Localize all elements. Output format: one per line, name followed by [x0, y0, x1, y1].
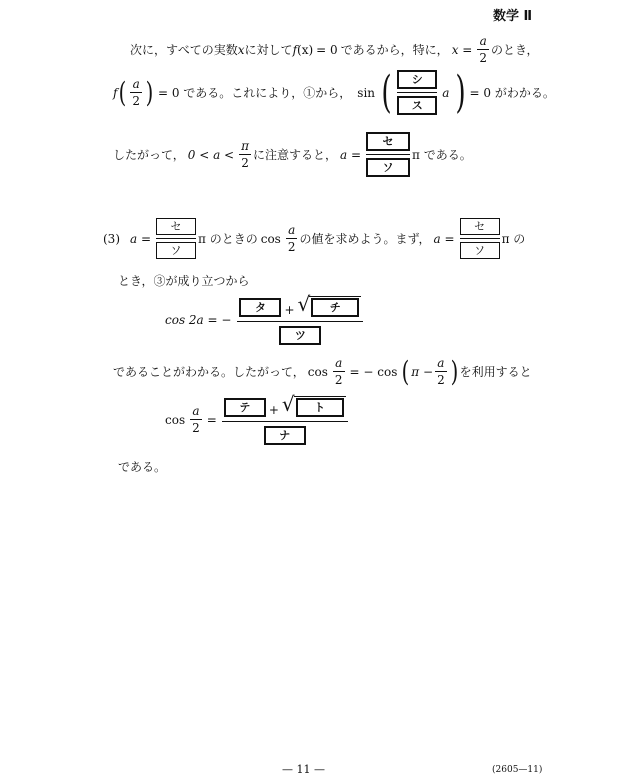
question-3-line-2: とき，③が成り立つから: [118, 274, 250, 288]
func-arg: (x): [297, 42, 314, 57]
equals: =: [206, 412, 217, 427]
fraction-a-over-2: [286, 223, 298, 254]
equals-zero: = 0: [316, 42, 338, 57]
answer-box-te[interactable]: テ: [224, 398, 266, 417]
equation-lhs: cos 2a = −: [165, 312, 232, 327]
a-equals: a =: [130, 231, 152, 246]
numerator: a: [437, 356, 445, 370]
text: したがって，: [113, 148, 185, 162]
fraction-cos-half: [222, 394, 348, 445]
fraction-a-over-2: [190, 404, 202, 435]
answer-box-so-ref: ソ: [460, 242, 500, 259]
subject-header: 数学 Ⅱ: [493, 9, 533, 24]
answer-box-so-ref: ソ: [156, 242, 196, 259]
text: であることがわかる。したがって，: [113, 365, 305, 379]
fraction-a-over-2: [477, 34, 489, 65]
fraction-pi-over-2: [239, 139, 251, 170]
pi-minus: π −: [411, 364, 434, 379]
numerator: a: [479, 34, 487, 48]
cos-label: cos: [307, 364, 328, 379]
a-equals: a =: [433, 231, 455, 246]
text: の値を求めよう。まず，: [299, 232, 431, 246]
text: = − cos: [349, 364, 398, 379]
text: π の: [501, 232, 526, 246]
cos-label: cos: [165, 412, 186, 427]
paragraph-line-4: であることがわかる。したがって， cos $\frac{a}{2}$ = − cos ( π − $\frac{a}{2}$ ) を利用すると: [113, 354, 532, 388]
sin-label: sin: [357, 85, 376, 100]
numerator: π: [241, 139, 249, 153]
inequality: 0 < a <: [187, 147, 235, 162]
answer-box-su[interactable]: ス: [397, 96, 437, 115]
answer-box-se[interactable]: セ: [366, 132, 410, 151]
question-3-line-1: [103, 218, 525, 259]
answer-box-shi[interactable]: シ: [397, 70, 437, 89]
numerator: a: [132, 77, 140, 91]
text: π のときの: [198, 232, 258, 246]
denominator: 2: [132, 94, 141, 108]
text: を利用すると: [459, 365, 532, 379]
denominator: 2: [437, 373, 445, 387]
denominator: 2: [192, 421, 200, 435]
denominator: 2: [241, 156, 249, 170]
fraction-a-over-2: [130, 77, 142, 108]
denominator: 2: [287, 240, 296, 254]
var-x: x: [237, 42, 245, 57]
fraction-a-over-2: [333, 356, 345, 387]
fraction-cos2a: [237, 294, 363, 345]
equation-cos-2a: [165, 294, 365, 345]
x-equals: x =: [451, 42, 473, 57]
text: に対して: [244, 43, 293, 57]
fraction-shi-over-su: [397, 70, 437, 115]
square-root: √ チ: [298, 294, 362, 317]
func-f: f: [292, 42, 298, 57]
text: = 0 がわかる。: [469, 86, 555, 100]
paragraph-line-1: [130, 34, 539, 65]
paragraph-line-5: である。: [118, 460, 167, 474]
fraction-se-over-so: [366, 132, 410, 177]
text: のとき，: [490, 43, 539, 57]
square-root: √ ト: [282, 394, 346, 417]
text: = 0 である。これにより，①から，: [157, 86, 352, 100]
question-number: (3): [103, 231, 120, 246]
answer-box-se-ref: セ: [460, 218, 500, 235]
answer-box-ta[interactable]: タ: [239, 298, 281, 317]
paragraph-line-3: [113, 132, 472, 177]
numerator: a: [288, 223, 296, 237]
denominator: 2: [334, 373, 343, 387]
denominator: 2: [479, 51, 487, 65]
answer-box-tsu[interactable]: ツ: [279, 326, 321, 345]
numerator: a: [335, 356, 343, 370]
answer-box-se-ref: セ: [156, 218, 196, 235]
equation-cos-half-a: [165, 394, 350, 445]
numerator: a: [192, 404, 200, 418]
text: に注意すると，: [253, 148, 338, 162]
func-f: f: [113, 85, 118, 100]
cos-label: cos: [260, 231, 281, 246]
fraction-a-over-2: [435, 356, 447, 387]
answer-box-to[interactable]: ト: [296, 398, 344, 417]
answer-box-so[interactable]: ソ: [366, 158, 410, 177]
plus-sign: +: [268, 403, 279, 417]
plus-sign: +: [284, 303, 295, 317]
var-a: a: [442, 85, 450, 100]
fraction-se-over-so: [156, 218, 196, 259]
answer-box-na[interactable]: ナ: [264, 426, 306, 445]
answer-box-chi[interactable]: チ: [311, 298, 359, 317]
exam-code: (2605—11): [492, 765, 543, 775]
a-equals: a =: [340, 147, 362, 162]
text: π である。: [412, 148, 472, 162]
text: であるから，特に，: [340, 43, 449, 57]
paragraph-line-2: f ( $\frac{a}{2}$ ) = 0 である。これにより，①から， sin ( $\frac{\text{シ}}{\text{ス}}$ a ) = 0 がわかる。: [113, 66, 555, 118]
page-number: — 11 —: [282, 763, 325, 776]
text: 次に，すべての実数: [130, 43, 238, 57]
fraction-se-over-so: [460, 218, 500, 259]
